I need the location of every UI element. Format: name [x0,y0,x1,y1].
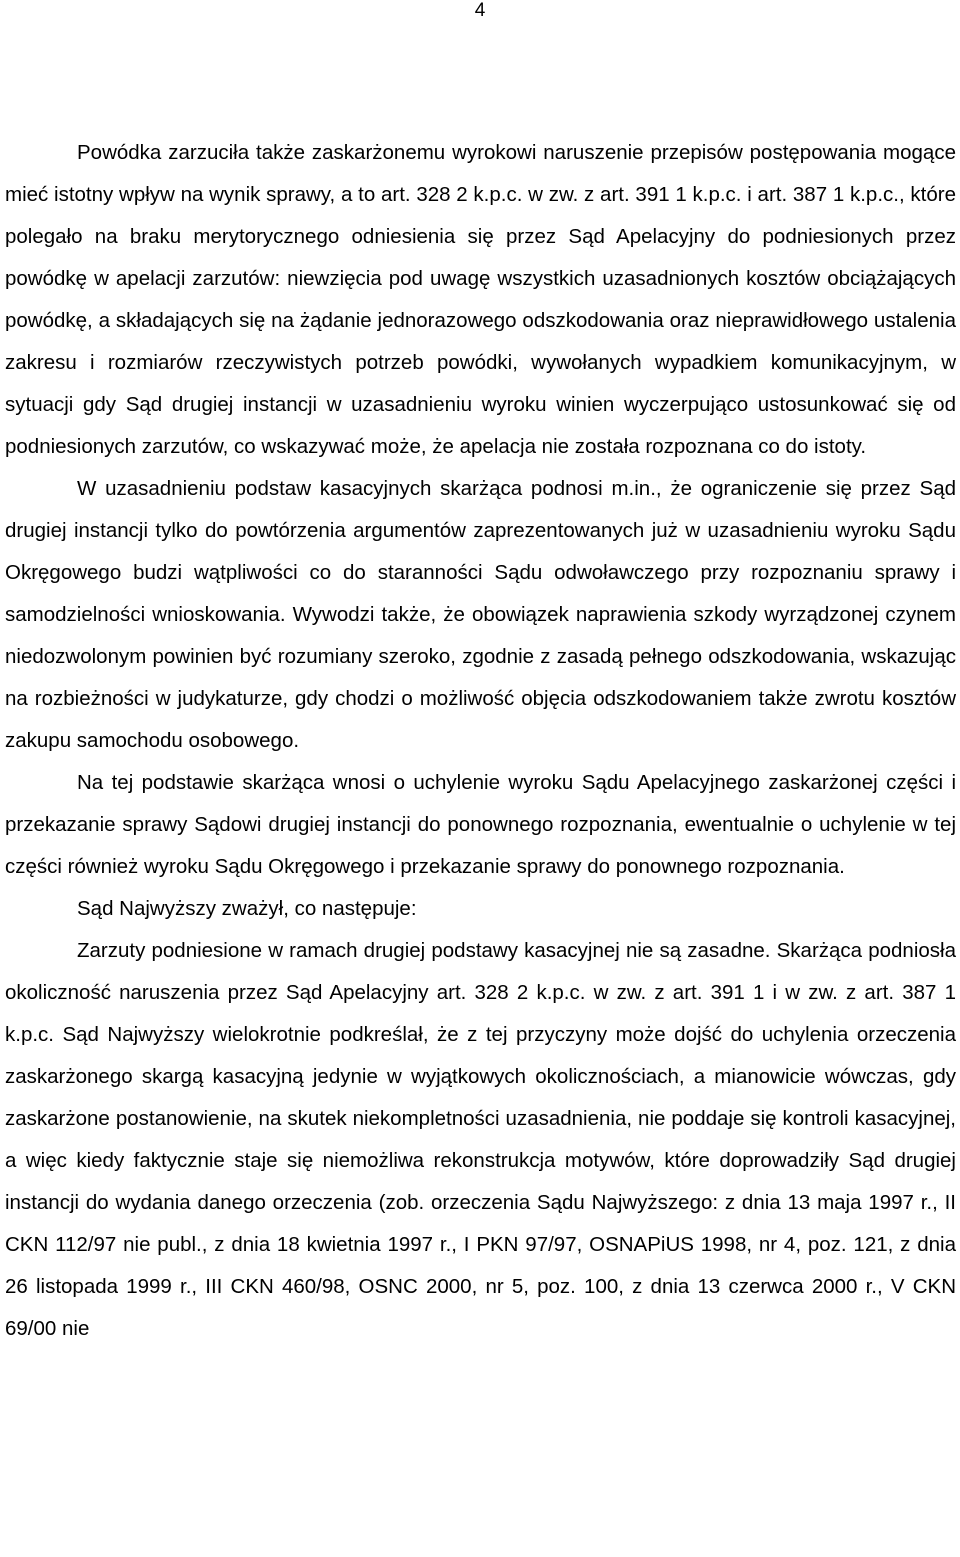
paragraph-court-reasoning: Zarzuty podniesione w ramach drugiej podstawy kasacyjnej nie są zasadne. Skarżąca podniosła okoliczność naruszenia przez Sąd Apelacyjny art. 328 2 k.p.c. w zw. z art. 391 1 i w zw. z art. 387 1 k.p.c. Sąd Najwyższy wielokrotnie podkreślał, że z tej przyczyny może dojść do uchylenia orzeczenia zaskarżonego skargą kasacyjną jedynie w wyjątkowych okolicznościach, a mianowicie wówczas, gdy zaskarżone postanowienie, na skutek niekompletności uzasadnienia, nie poddaje się kontroli kasacyjnej, a więc kiedy faktycznie staje się niemożliwa rekonstrukcja motywów, które doprowadziły Sąd drugiej instancji do wydania danego orzeczenia (zob. orzeczenia Sądu Najwyższego: z dnia 13 maja 1997 r., II CKN 112/97 nie publ., z dnia 18 kwietnia 1997 r., I PKN 97/97, OSNAPiUS 1998, nr 4, poz. 121, z dnia 26 listopada 1999 r., III CKN 460/98, OSNC 2000, nr 5, poz. 100, z dnia 13 czerwca 2000 r., V CKN 69/00 nie [5,939,956,1340]
paragraph-cassation-grounds: W uzasadnieniu podstaw kasacyjnych skarżąca podnosi m.in., że ograniczenie się przez Sąd drugiej instancji tylko do powtórzenia argumentów zaprezentowanych już w uzasadnieniu wyroku Sądu Okręgowego budzi wątpliwości co do staranności Sądu odwoławczego przy rozpoznaniu sprawy i samodzielności wnioskowania. Wywodzi także, że obowiązek naprawienia szkody wyrządzonej czynem niedozwolonym powinien być rozumiany szeroko, zgodnie z zasadą pełnego odszkodowania, wskazując na rozbieżności w judykaturze, gdy chodzi o możliwość objęcia odszkodowaniem także zwrotu kosztów zakupu samochodu osobowego. [5,477,956,752]
paragraph-court-considered: Sąd Najwyższy zważył, co następuje: [77,897,417,920]
document-body [5,132,956,1350]
paragraph-motion: Na tej podstawie skarżąca wnosi o uchylenie wyroku Sądu Apelacyjnego zaskarżonej części i przekazanie sprawy Sądowi drugiej instancji do ponownego rozpoznania, ewentualnie o uchylenie w tej części również wyroku Sądu Okręgowego i przekazanie sprawy do ponownego rozpoznania. [5,771,956,878]
paragraph-appellant-objections: Powódka zarzuciła także zaskarżonemu wyrokowi naruszenie przepisów postępowania mogące mieć istotny wpływ na wynik sprawy, a to art. 328 2 k.p.c. w zw. z art. 391 1 k.p.c. i art. 387 1 k.p.c., które polegało na braku merytorycznego odniesienia się przez Sąd Apelacyjny do podniesionych przez powódkę w apelacji zarzutów: niewzięcia pod uwagę wszystkich uzasadnionych kosztów obciążających powódkę, a składających się na żądanie jednorazowego odszkodowania oraz nieprawidłowego ustalenia zakresu i rozmiarów rzeczywistych potrzeb powódki, wywołanych wypadkiem komunikacyjnym, w sytuacji gdy Sąd drugiej instancji w uzasadnieniu wyroku winien wyczerpująco ustosunkować się od podniesionych zarzutów, co wskazywać może, że apelacja nie została rozpoznana co do istoty. [5,141,956,458]
page-number: 4 [474,0,486,21]
